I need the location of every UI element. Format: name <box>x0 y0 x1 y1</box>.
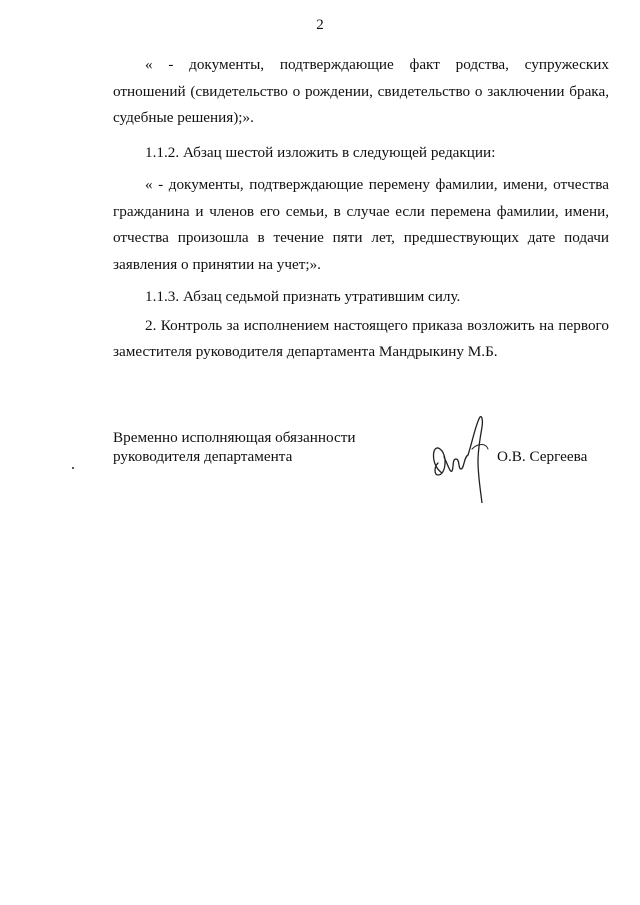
scan-speck <box>72 467 74 469</box>
paragraph-control: 2. Контроль за исполнением настоящего приказа возложить на первого заместителя руководителя департамента Мандрыкину М.Б. <box>113 316 609 360</box>
document-body <box>113 52 609 366</box>
page-number: 2 <box>316 17 324 33</box>
paragraph-1-1-2: 1.1.2. Абзац шестой изложить в следующей редакции: <box>145 143 496 161</box>
signatory-position-line2: руководителя департамента <box>113 448 293 465</box>
paragraph-name-change-documents: « - документы, подтверждающие перемену фамилии, имени, отчества гражданина и членов его семьи, в случае если перемена фамилии, имени, отчества произошла в течение пяти лет, предшествующих дате подачи заявления о принятии на учет;». <box>113 176 609 273</box>
signatory-position <box>113 428 356 466</box>
paragraph-1-1-3: 1.1.3. Абзац седьмой признать утратившим силу. <box>145 288 461 305</box>
signatory-name: О.В. Сергеева <box>497 448 588 465</box>
paragraph-family-documents: « - документы, подтверждающие факт родства, супружеских отношений (свидетельство о рождении, свидетельство о заключении брака, судебные решения);». <box>113 56 609 126</box>
signatory-position-line1: Временно исполняющая обязанности <box>113 429 356 446</box>
handwritten-signature <box>428 413 492 503</box>
